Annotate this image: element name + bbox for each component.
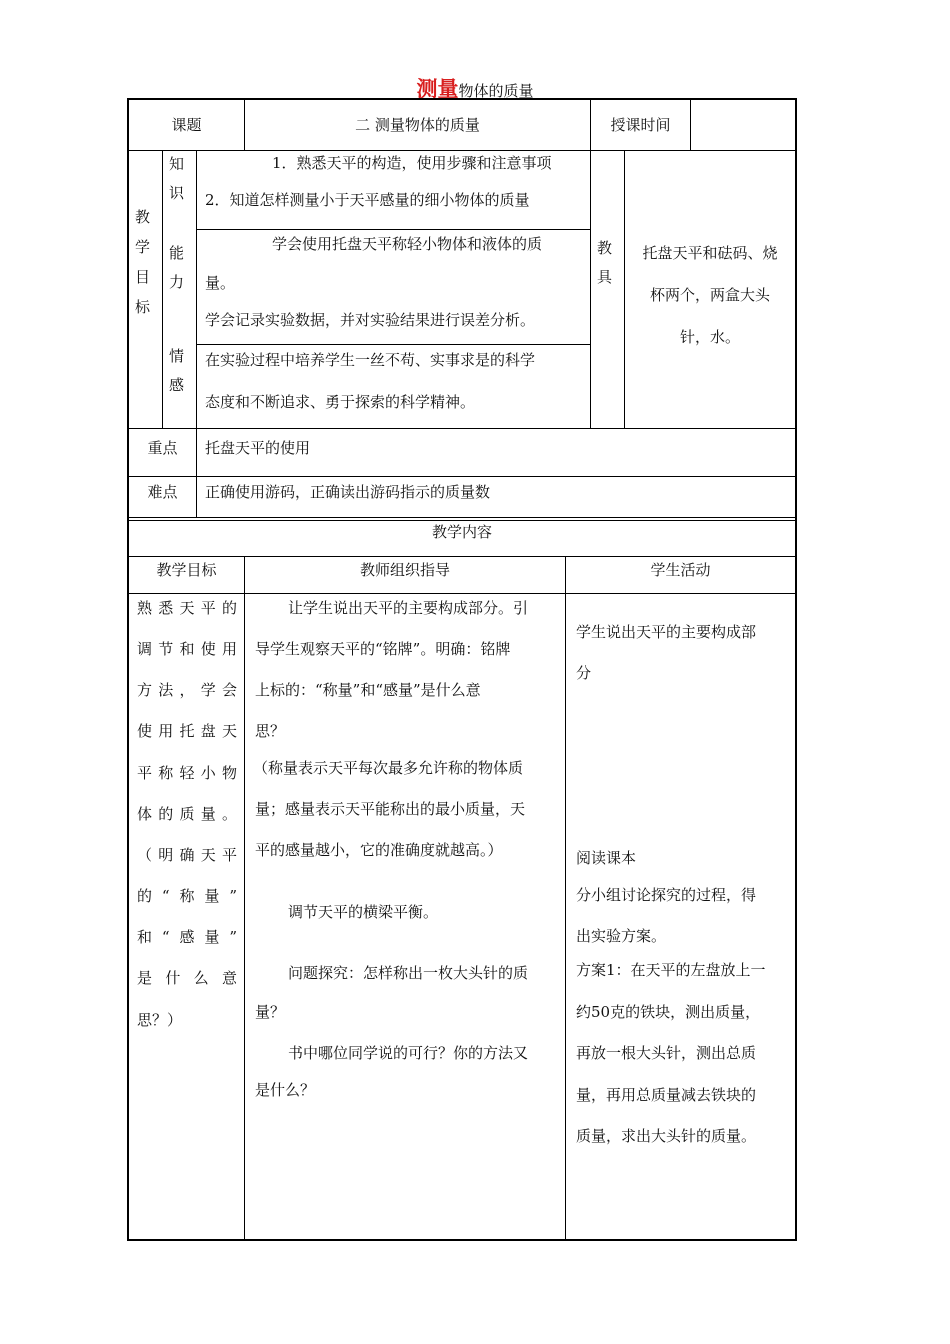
- tools-label: 教具: [595, 240, 613, 298]
- teacher-text-line: 书中哪位同学说的可行？你的方法又: [288, 1044, 529, 1062]
- student-text-line: 方案1：在天平的左盘放上一: [576, 961, 766, 979]
- objectives-label: 教学目标: [133, 209, 151, 329]
- ability-item-1: 学会使用托盘天平称轻小物体和液体的质: [272, 235, 543, 253]
- col-divider: [565, 556, 566, 1239]
- topic-label: 课题: [171, 116, 202, 134]
- ability-label: 能力: [167, 245, 185, 303]
- teacher-text-line: 导学生观察天平的“铭牌”。明确：铭牌: [255, 640, 511, 658]
- difficulty-label: 难点: [147, 483, 178, 501]
- emotion-line-1: 在实验过程中培养学生一丝不苟、实事求是的科学: [205, 351, 536, 369]
- goal-line: 调节和使用: [137, 640, 237, 658]
- student-text-line: 分小组讨论探究的过程，得: [576, 886, 757, 904]
- topic-value: 二 测量物体的质量: [355, 116, 480, 134]
- student-text-line: 质量，求出大头针的质量。: [576, 1127, 757, 1145]
- teacher-text-line: 思？: [255, 722, 286, 740]
- goal-line: 思？）: [137, 1011, 183, 1029]
- tools-line-1: 托盘天平和砝码、烧: [642, 244, 778, 262]
- col-divider: [244, 556, 245, 1239]
- col-divider: [196, 150, 197, 517]
- ability-item-1b: 量。: [205, 274, 236, 292]
- goal-line: 熟悉天平的: [137, 599, 237, 617]
- title-rest: 物体的质量: [458, 82, 534, 100]
- key-point-label: 重点: [147, 439, 178, 457]
- goal-line: 和“感量”: [137, 928, 237, 946]
- student-text-line: 量，再用总质量减去铁块的: [576, 1086, 757, 1104]
- difficulty-value: 正确使用游码，正确读出游码指示的质量数: [205, 483, 491, 501]
- time-label: 授课时间: [610, 116, 671, 134]
- col-student-header: 学生活动: [650, 561, 711, 579]
- teacher-text-line: 是什么？: [255, 1081, 316, 1099]
- title-highlight: 测量: [416, 76, 459, 101]
- student-text-line: 分: [576, 664, 592, 682]
- student-text-line: 阅读课本: [576, 849, 637, 867]
- col-teacher-header: 教师组织指导: [359, 561, 450, 579]
- knowledge-item-1: 1．熟悉天平的构造，使用步骤和注意事项: [272, 154, 552, 172]
- goal-line: 平称轻小物: [137, 764, 237, 782]
- key-point-value: 托盘天平的使用: [205, 439, 311, 457]
- ability-item-2: 学会记录实验数据，并对实验结果进行误差分析。: [205, 311, 536, 329]
- student-text-line: 出实验方案。: [576, 927, 667, 945]
- student-text-line: 学生说出天平的主要构成部: [576, 623, 757, 641]
- teacher-text-line: 上标的：“称量”和“感量”是什么意: [255, 681, 481, 699]
- emotion-line-2: 态度和不断追求、勇于探索的科学精神。: [205, 393, 476, 411]
- teacher-text-line: 调节天平的横梁平衡。: [288, 903, 439, 921]
- col-divider: [690, 100, 691, 150]
- knowledge-item-2: 2．知道怎样测量小于天平感量的细小物体的质量: [205, 191, 530, 209]
- knowledge-label: 知识: [167, 156, 185, 214]
- goal-line: （明确天平: [137, 846, 237, 864]
- teacher-text-line: （称量表示天平每次最多允许称的物体质: [253, 759, 524, 777]
- student-text-line: 约50克的铁块，测出质量，: [576, 1003, 761, 1021]
- teacher-text-line: 让学生说出天平的主要构成部分。引: [288, 599, 529, 617]
- teacher-text-line: 量？: [255, 1003, 286, 1021]
- goal-line: 是什么意: [137, 969, 237, 987]
- tools-line-3: 针，水。: [679, 328, 740, 346]
- goal-line: 使用托盘天: [137, 722, 237, 740]
- goal-line: 体的质量。: [137, 805, 237, 823]
- emotion-label: 情感: [167, 348, 185, 406]
- goal-line: 的“称量”: [137, 887, 237, 905]
- teacher-text-line: 平的感量越小，它的准确度就越高。）: [255, 841, 503, 859]
- student-text-line: 再放一根大头针，测出总质: [576, 1044, 757, 1062]
- teacher-text-line: 问题探究：怎样称出一枚大头针的质: [288, 964, 529, 982]
- content-heading: 教学内容: [431, 523, 492, 541]
- tools-line-2: 杯两个，两盒大头: [649, 286, 770, 304]
- teacher-text-line: 量；感量表示天平能称出的最小质量，天: [255, 800, 526, 818]
- goal-line: 方法，学会: [137, 681, 237, 699]
- col-goal-header: 教学目标: [156, 561, 217, 579]
